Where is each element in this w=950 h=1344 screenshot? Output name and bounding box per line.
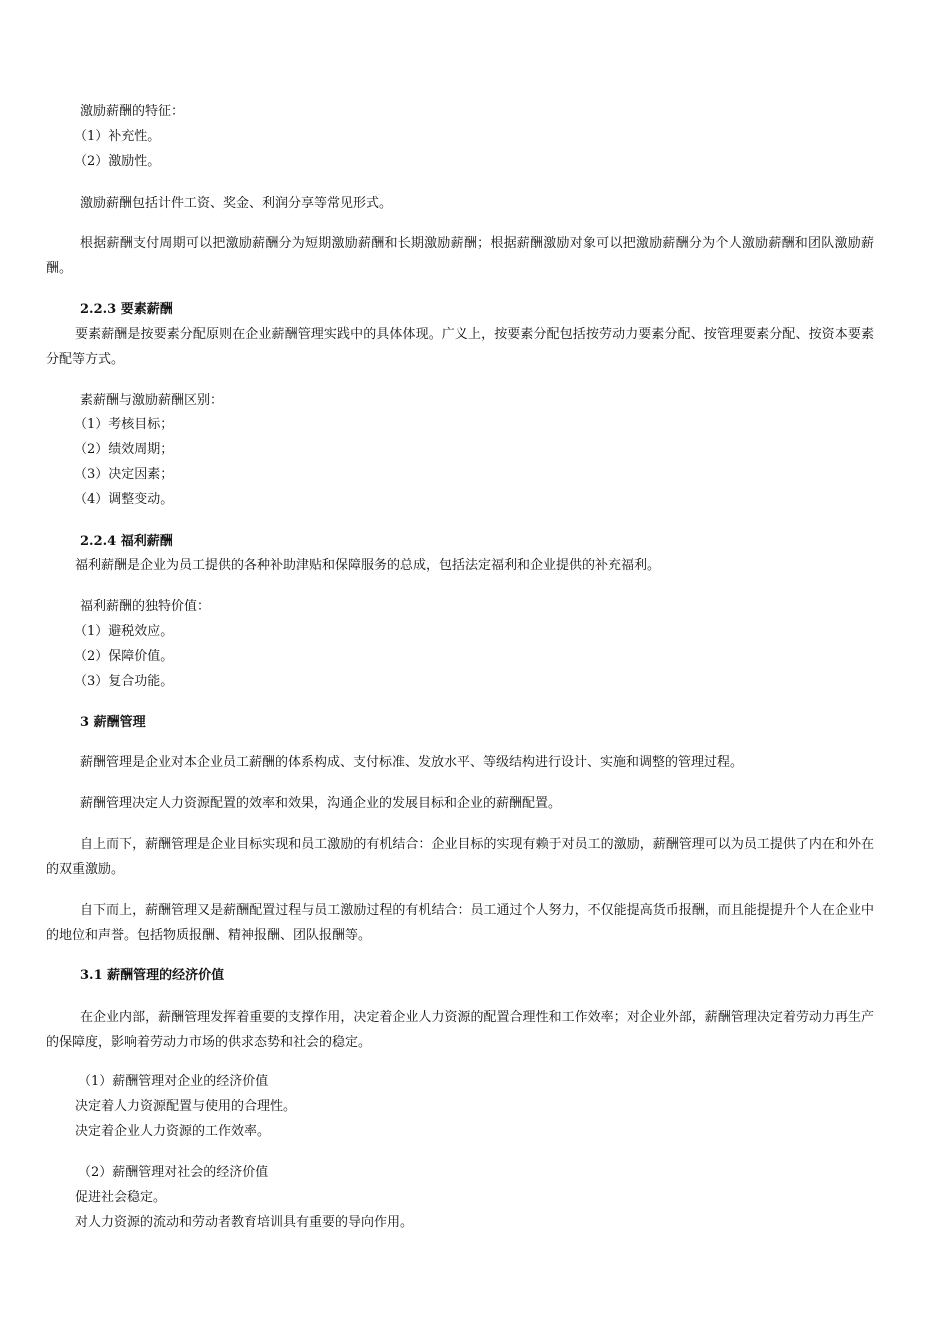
pay-management-paragraph-4: 自下而上，薪酬管理又是薪酬配置过程与员工激励过程的有机结合：员工通过个人努力，不仅能提高货币报酬，而且能提提升个人在企业中的地位和声誉。包括物质报酬、精神报酬、团队报酬等。 [46,903,874,943]
list-item: （1）考核目标； [74,417,174,432]
list-item: （3）复合功能。 [74,674,174,689]
list-item: （2）激励性。 [74,154,161,169]
list-item: 决定着企业人力资源的工作效率。 [75,1124,271,1139]
list-item: 促进社会稳定。 [75,1190,167,1205]
section-heading-pay-management: 3 薪酬管理 [80,715,146,730]
list-item: （3）决定因素； [74,467,174,482]
society-value-title: （2）薪酬管理对社会的经济价值 [78,1165,269,1180]
list-item: （2）绩效周期； [74,442,174,457]
section-heading-factor-pay: 2.2.3 要素薪酬 [80,302,173,317]
list-item: 对人力资源的流动和劳动者教育培训具有重要的导向作用。 [75,1215,414,1230]
enterprise-value-title: （1）薪酬管理对企业的经济价值 [78,1074,269,1089]
welfare-pay-definition: 福利薪酬是企业为员工提供的各种补助津贴和保障服务的总成，包括法定福利和企业提供的补充福利。 [75,558,661,573]
incentive-forms-paragraph: 激励薪酬包括计件工资、奖金、利润分享等常见形式。 [80,196,393,211]
factor-pay-definition: 要素薪酬是按要素分配原则在企业薪酬管理实践中的具体体现。广义上，按要素分配包括按劳动力要素分配、按管理要素分配、按资本要素分配等方式。 [46,327,874,367]
list-item: 决定着人力资源配置与使用的合理性。 [75,1099,297,1114]
economic-value-intro: 在企业内部，薪酬管理发挥着重要的支撑作用，决定着企业人力资源的配置合理性和工作效率；对企业外部，薪酬管理决定着劳动力再生产的保障度，影响着劳动力市场的供求态势和社会的稳定。 [46,1010,874,1050]
list-item: （1）避税效应。 [74,624,174,639]
pay-management-paragraph-3: 自上而下，薪酬管理是企业目标实现和员工激励的有机结合：企业目标的实现有赖于对员工的激励，薪酬管理可以为员工提供了内在和外在的双重激励。 [46,837,874,877]
pay-management-paragraph-2: 薪酬管理决定人力资源配置的效率和效果，沟通企业的发展目标和企业的薪酬配置。 [80,796,562,811]
pay-management-paragraph-1: 薪酬管理是企业对本企业员工薪酬的体系构成、支付标准、发放水平、等级结构进行设计、实施和调整的管理过程。 [80,755,744,770]
list-item: （2）保障价值。 [74,649,174,664]
factor-pay-diff-title: 素薪酬与激励薪酬区别： [80,393,224,408]
incentive-features-title: 激励薪酬的特征： [80,104,185,119]
list-item: （1）补充性。 [74,129,161,144]
list-item: （4）调整变动。 [74,492,174,507]
welfare-pay-value-title: 福利薪酬的独特价值： [80,599,211,614]
section-heading-economic-value: 3.1 薪酬管理的经济价值 [80,968,225,983]
incentive-classification-paragraph: 根据薪酬支付周期可以把激励薪酬分为短期激励薪酬和长期激励薪酬；根据薪酬激励对象可以把激励薪酬分为个人激励薪酬和团队激励薪酬。 [46,236,874,276]
section-heading-welfare-pay: 2.2.4 福利薪酬 [80,534,173,549]
